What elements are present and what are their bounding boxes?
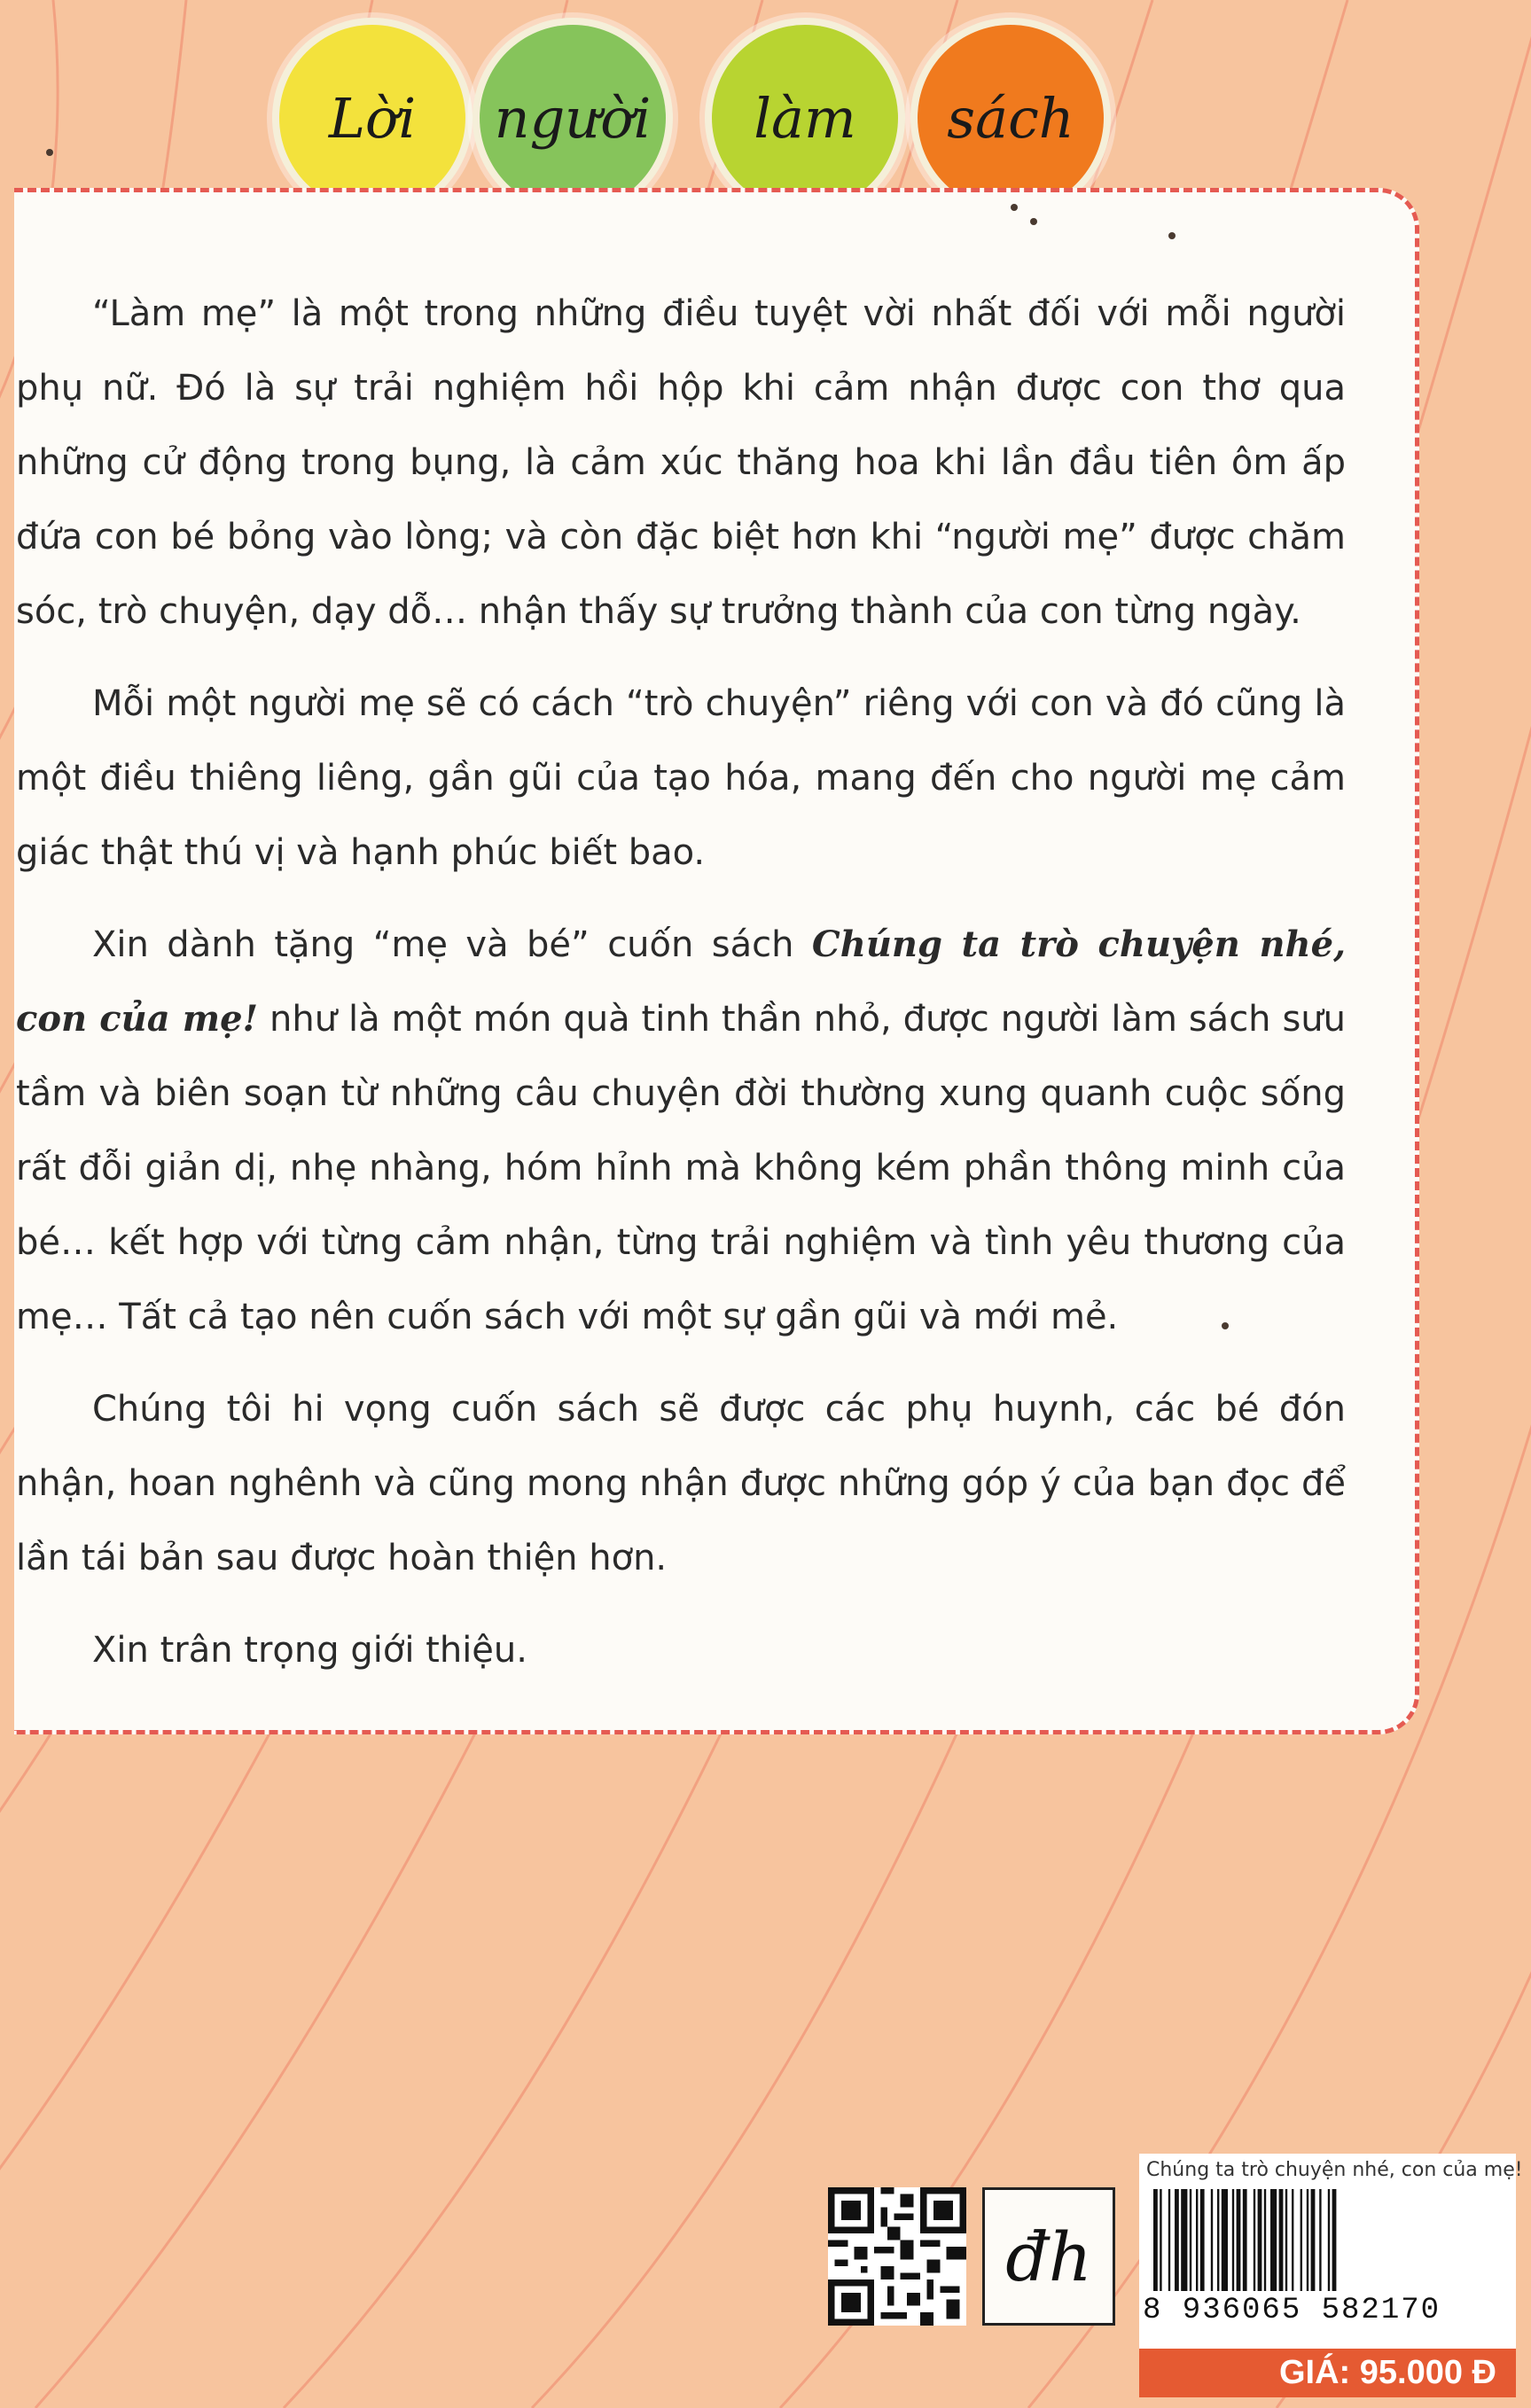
barcode-bar xyxy=(1332,2189,1337,2291)
paragraph-3-start: Xin dành tặng “mẹ và bé” cuốn sách xyxy=(92,924,812,965)
isbn-number: 8 936065 582170 xyxy=(1143,2294,1441,2327)
barcode-bar xyxy=(1181,2189,1187,2291)
barcode-bar xyxy=(1307,2189,1308,2291)
paragraph-2: Mỗi một người mẹ sẽ có cách “trò chuyện” riêng với con và đó cũng là một điều thiêng liêng, gần gũi của tạo hóa, mang đến cho người mẹ cảm giác thật thú vị và hạnh phúc biết bao. xyxy=(16,683,1346,873)
print-speck xyxy=(1011,204,1018,211)
barcode-book-title: Chúng ta trò chuyện nhé, con của mẹ! xyxy=(1146,2159,1523,2181)
barcode-bar xyxy=(1254,2189,1255,2291)
barcode-bar xyxy=(1328,2189,1330,2291)
print-speck xyxy=(1168,232,1176,239)
barcode-bar xyxy=(1217,2189,1219,2291)
title-word-nguoi xyxy=(480,25,666,211)
paragraph-3-end: như là một món quà tinh thần nhỏ, được người làm sách sưu tầm và biên soạn từ những câu chuyện đời thường xung quanh cuộc sống rất đỗi giản dị, nhẹ nhàng, hóm hỉnh mà không kém phần thông minh của bé… kết hợp với từng cảm nhận, từng trải nghiệm và tình yêu thương của mẹ… Tất cả tạo nên cuốn sách với một sự gần gũi và mới mẻ. xyxy=(16,999,1347,1337)
barcode-bar xyxy=(1311,2189,1316,2291)
barcode-bar xyxy=(1232,2189,1234,2291)
print-speck xyxy=(46,149,53,156)
preface-text xyxy=(16,277,1346,1705)
title-word-lam xyxy=(712,25,898,211)
paragraph-4: Chúng tôi hi vọng cuốn sách sẽ được các phụ huynh, các bé đón nhận, hoan nghênh và cũng mong nhận được những góp ý của bạn đọc để lần tái bản sau được hoàn thiện hơn. xyxy=(16,1389,1346,1578)
title-word-lam-text: làm xyxy=(754,85,856,151)
barcode-bar xyxy=(1153,2189,1158,2291)
title-word-sach xyxy=(918,25,1104,211)
title-word-nguoi-text: người xyxy=(494,85,652,151)
print-speck xyxy=(1030,218,1037,225)
barcode-bar xyxy=(1279,2189,1284,2291)
barcode-bar xyxy=(1190,2189,1191,2291)
barcode-sticker xyxy=(1139,2154,1523,2375)
book-title-inline: Chúng ta trò chuyện nhé, con của mẹ! xyxy=(16,923,1346,1040)
barcode-bar xyxy=(1270,2189,1277,2291)
barcode-bar xyxy=(1285,2189,1287,2291)
barcode-bar xyxy=(1319,2189,1321,2291)
paragraph-1: “Làm mẹ” là một trong những điều tuyệt vời nhất đối với mỗi người phụ nữ. Đó là sự trải nghiệm hồi hộp khi cảm nhận được con thơ qua những cử động trong bụng, là cảm xúc thăng hoa khi lần đầu tiên ôm ấp đứa con bé bỏng vào lòng; và còn đặc biệt hơn khi “người mẹ” được chăm sóc, trò chuyện, dạy dỗ… nhận thấy sự trưởng thành của con từng ngày. xyxy=(16,293,1346,632)
qr-code xyxy=(828,2187,966,2326)
paragraph-3 xyxy=(16,908,1346,1354)
barcode xyxy=(1153,2189,1504,2291)
title-word-sach-text: sách xyxy=(947,85,1074,151)
print-speck xyxy=(1222,1322,1229,1329)
barcode-bar xyxy=(1168,2189,1170,2291)
barcode-bar xyxy=(1292,2189,1293,2291)
barcode-bar xyxy=(1258,2189,1262,2291)
barcode-bar xyxy=(1243,2189,1247,2291)
barcode-bar xyxy=(1222,2189,1228,2291)
paragraph-5: Xin trân trọng giới thiệu. xyxy=(92,1630,527,1671)
barcode-bar xyxy=(1160,2189,1161,2291)
barcode-bar xyxy=(1196,2189,1198,2291)
barcode-bar xyxy=(1264,2189,1266,2291)
barcode-bar xyxy=(1175,2189,1179,2291)
barcode-bar xyxy=(1200,2189,1205,2291)
title-word-loi xyxy=(279,25,465,211)
price-label: GIÁ: 95.000 Đ xyxy=(1139,2349,1516,2397)
barcode-bar xyxy=(1211,2189,1213,2291)
publisher-logo-mark: đh xyxy=(1005,2217,1092,2296)
barcode-bar xyxy=(1237,2189,1241,2291)
title-word-loi-text: Lời xyxy=(328,85,417,151)
publisher-logo xyxy=(982,2187,1115,2326)
barcode-bar xyxy=(1301,2189,1302,2291)
